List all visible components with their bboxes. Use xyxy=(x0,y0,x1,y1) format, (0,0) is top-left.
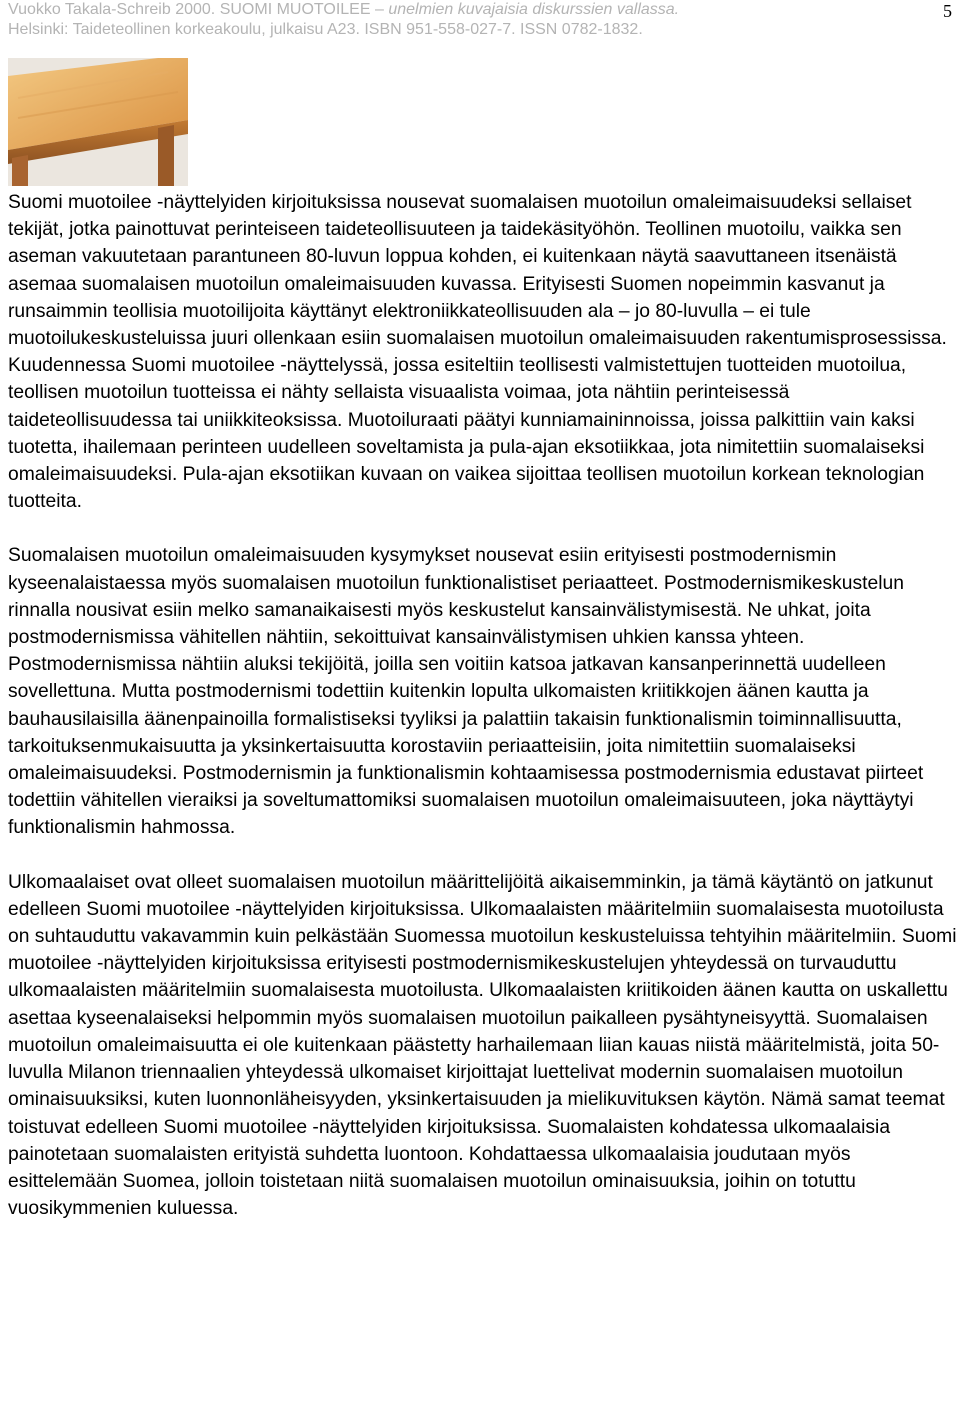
header-subtitle: unelmien kuvajaisia diskurssien vallassa. xyxy=(388,1,680,18)
paragraph: Suomalaisen muotoilun omaleimaisuuden kysymykset nousevat esiin erityisesti postmodernismin kyseenalaistaessa myös suomalaisen muotoilun funktionalistiset periaatteet. Postmodernismikeskustelun rinnalla nousivat esiin melko samanaikaisesti myös keskustelut kansainvälistymisestä. Ne uhkat, joita postmodernismissa vähitellen nähtiin, sekoittuivat kansainvälistymisen uhkien kanssa yhteen. Postmodernismissa nähtiin aluksi tekijöitä, joilla sen voitiin katsoa jatkavan kansanperinnettä uudelleen sovellettuna. Mutta postmodernismi todettiin kuitenkin lopulta ulkomaisten kriitikkojen äänen kautta ja bauhausilaisilla äänenpainoilla formalistiseksi tyyliksi ja palattiin takaisin funktionalismin toiminnallisuutta, tarkoituksenmukaisuutta ja yksinkertaisuutta korostaviin periaatteisiin, joita nimitettiin suomalaiseksi omaleimaisuudeksi. Postmodernismin ja funktionalismin kohtaamisessa postmodernismia edustavat piirteet todettiin vähitellen vieraiksi ja soveltumattomiksi suomalaisen muotoilun omaleimaisuuteen, joka näyttäytyi funktionalismin hahmossa. xyxy=(8,545,924,839)
running-header xyxy=(8,0,908,40)
wooden-chair-photo-icon xyxy=(8,58,188,186)
paragraph: Suomi muotoilee -näyttelyiden kirjoituksissa nousevat suomalaisen muotoilun omaleimaisuudeksi sellaiset tekijät, jotka painottuvat perinteiseen taideteollisuuteen ja taidekäsityöhön. Teollinen muotoilu, vaikka sen aseman vakuutetaan parantuneen 80-luvun loppua kohden, ei kuitenkaan näytä saavuttaneen itsenäistä asemaa suomalaisen muotoilun omaleimaisuuden kuvassa. Erityisesti Suomen nopeimmin kasvanut ja runsaimmin teollisia muotoilijoita käyttänyt elektroniikkateollisuuden ala – jo 80-luvulla – ei tule muotoilukeskusteluissa juuri ollenkaan esiin suomalaisen muotoilun omaleimaisuuden rakentumisprosessissa. Kuudennessa Suomi muotoilee -näyttelyssä, jossa esiteltiin teollisesti valmistettujen tuotteiden muotoilua, teollisen muotoilun tuotteissa ei nähty sellaista visuaalista voimaa, jota nähtiin perinteisessä taideteollisuudessa tai uniikkiteoksissa. Muotoiluraati päätyi kunniamaininnoissa, joissa palkittiin vain kaksi tuotetta, ihailemaan perinteen uudelleen soveltamista ja pula-ajan eksotiikkaa, jota nimitettiin suomalaiseksi omaleimaisuudeksi. Pula-ajan eksotiikan kuvaan on vaikea sijoittaa teollisen muotoilun korkean teknologian tuotteita. xyxy=(8,192,947,513)
paragraph: Ulkomaalaiset ovat olleet suomalaisen muotoilun määrittelijöitä aikaisemminkin, ja tämä käytäntö on jatkunut edelleen Suomi muotoilee -näyttelyiden kirjoituksissa. Ulkomaalaisten määritelmiin suomalaisesta muotoilusta on suhtauduttu vakavammin kuin pelkästään Suomessa muotoilun keskusteluissa tehtyihin määritelmiin. Suomi muotoilee -näyttelyiden kirjoituksissa erityisesti postmodernismikeskustelujen yhteydessä on turvauduttu ulkomaalaisten määritelmiin suomalaisesta muotoilusta. Ulkomaalaisten kriitikoiden äänen kautta on uskallettu asettaa kyseenalaiseksi helpommin myös suomalaisen muotoilun paikalleen pysähtyneisyyttä. Suomalaisen muotoilun omaleimaisuutta ei ole kuitenkaan päästetty harhailemaan liian kauas niistä määritelmistä, joita 50-luvulla Milanon triennaalien yhteydessä ulkomaiset kirjoittajat luettelivat modernin suomalaisen muotoilun ominaisuuksiksi, kuten luonnonläheisyyden, yksinkertaisuuden ja mielikuvituksen käytön. Nämä samat teemat toistuvat edelleen Suomi muotoilee -näyttelyiden kirjoituksissa. Suomalaisten kohdatessa ulkomaalaisia painotetaan suomalaisten erityistä suhdetta luontoon. Kohdattaessa ulkomaalaisia joudutaan myös esittelemään Suomea, jolloin toistetaan niitä suomalaisen muotoilun ominaisuuksia, joihin on totuttu vuosikymmenien kuluessa. xyxy=(8,871,957,1220)
header-author-title: Vuokko Takala-Schreib 2000. SUOMI MUOTOILEE – xyxy=(8,1,389,18)
header-line-1 xyxy=(8,0,908,20)
body-text xyxy=(8,189,958,1249)
header-line-2: Helsinki: Taideteollinen korkeakoulu, julkaisu A23. ISBN 951-558-027-7. ISSN 0782-1832. xyxy=(8,21,643,38)
page-number: 5 xyxy=(943,1,952,21)
